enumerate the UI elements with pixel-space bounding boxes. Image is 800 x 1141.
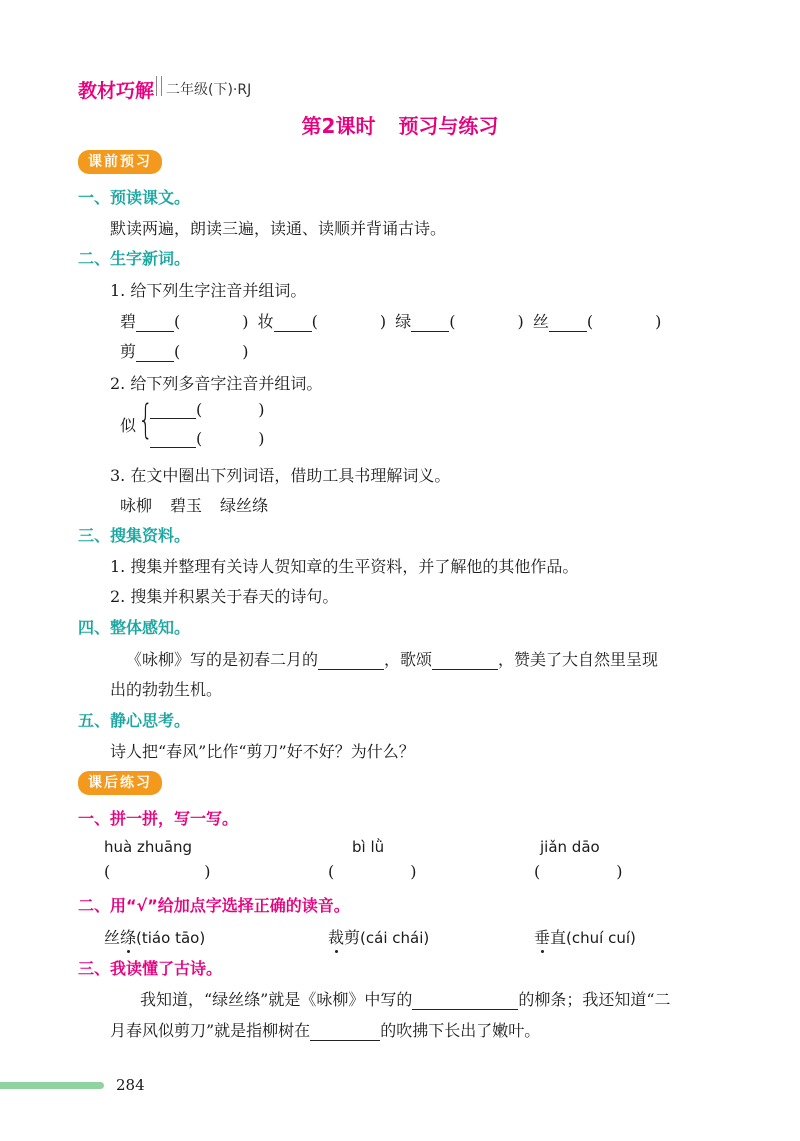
answer-box[interactable]: ( ) (328, 862, 417, 881)
answer-blank[interactable] (136, 347, 174, 362)
lesson-title (0, 110, 800, 139)
fill-in-sentence: 《咏柳》写的是初春二月的 ，歌颂 ，赞美了大自然里呈现 (126, 650, 659, 669)
char: 绿 (395, 312, 412, 331)
question-text: 3. 在文中圈出下列词语，借助工具书理解词义。 (110, 466, 451, 485)
answer-box[interactable]: ( ) (534, 862, 623, 881)
section-title: 二、用“√”给加点字选择正确的读音。 (78, 896, 350, 915)
list-item: 2. 搜集并积累关于春天的诗句。 (110, 587, 339, 606)
brace-icon: { (138, 397, 154, 443)
answer-blank[interactable] (318, 655, 384, 670)
answer-blank[interactable] (412, 995, 518, 1010)
fill-in-sentence: 月春风似剪刀”就是指柳树在 的吹拂下长出了嫩叶。 (110, 1021, 541, 1040)
char: 碧 (120, 312, 137, 331)
book-brand: 教材巧解 (78, 80, 155, 102)
answer-blank[interactable] (411, 317, 449, 332)
answer-blank[interactable] (274, 317, 312, 332)
preview-badge: 课前预习 (78, 150, 162, 174)
answer-blank[interactable] (136, 317, 174, 332)
polyphone-row: ( ) (150, 429, 265, 448)
char: 丝 (532, 312, 549, 331)
lesson-name: 预习与练习 (398, 114, 499, 138)
pinyin: jiǎn dāo (540, 838, 600, 856)
section-body: 默读两遍，朗读三遍，读通、读顺并背诵古诗。 (110, 219, 447, 238)
polyphone-char: 似 (120, 416, 137, 435)
vocab-list: 咏柳 碧玉 绿丝绦 (120, 496, 269, 515)
reading-options[interactable]: (cái chái) (360, 929, 430, 947)
section-title: 三、搜集资料。 (78, 526, 191, 545)
section-title: 五、静心思考。 (78, 711, 191, 730)
fill-in-sentence: 我知道，“绿丝绦”就是《咏柳》中写的 的柳条；我还知道“二 (140, 990, 671, 1009)
answer-blank[interactable] (310, 1026, 380, 1041)
question-text: 2. 给下列多音字注音并组词。 (110, 374, 323, 393)
section-title: 一、预读课文。 (78, 188, 191, 207)
pinyin: bì lǜ (352, 838, 385, 856)
answer-blank[interactable] (150, 433, 196, 448)
reading-options[interactable]: (chuí cuí) (566, 929, 636, 947)
reading-options[interactable]: (tiáo tāo) (136, 929, 206, 947)
list-item: 1. 搜集并整理有关诗人贺知章的生平资料，并了解他的其他作品。 (110, 557, 579, 576)
answer-blank[interactable] (150, 404, 196, 419)
answer-blank[interactable] (432, 655, 498, 670)
char: 妆 (257, 312, 274, 331)
question-text: 诗人把“春风”比作“剪刀”好不好？为什么？ (110, 742, 415, 761)
page-number: 284 (116, 1076, 145, 1094)
answer-blank[interactable] (549, 317, 587, 332)
char-exercise-row: 碧 ( ) 妆 ( ) 绿 ( ) 丝 ( ) (120, 312, 662, 331)
question-text: 1. 给下列生字注音并组词。 (110, 281, 307, 300)
section-title: 二、生字新词。 (78, 249, 191, 268)
section-title: 四、整体感知。 (78, 618, 191, 637)
char-exercise-row: 剪 ( ) (120, 342, 249, 361)
lesson-number: 第2课时 (301, 114, 376, 138)
practice-badge: 课后练习 (78, 771, 162, 795)
reading-choice: 丝绦(tiáo tāo) (104, 928, 206, 947)
answer-box[interactable]: ( ) (104, 862, 211, 881)
header-divider (156, 76, 162, 96)
char: 剪 (120, 342, 137, 361)
section-title: 三、我读懂了古诗。 (78, 959, 223, 978)
pinyin: huà zhuāng (104, 838, 193, 856)
footer-bar (0, 1082, 104, 1089)
fill-in-sentence: 出的勃勃生机。 (110, 680, 223, 699)
reading-choice: 裁剪(cái chái) (328, 928, 430, 947)
polyphone-row: ( ) (150, 400, 265, 419)
reading-choice: 垂直(chuí cuí) (534, 928, 636, 947)
section-title: 一、拼一拼，写一写。 (78, 809, 239, 828)
grade-label: 二年级(下)·RJ (166, 82, 252, 98)
